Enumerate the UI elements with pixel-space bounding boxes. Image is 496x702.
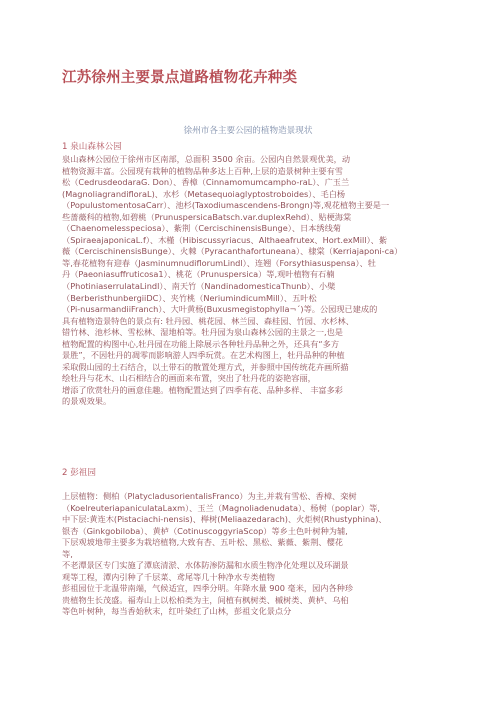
body-line: 增添了欣赏牡丹的画意佳趣。植物配置达到了四季有花、品种多样、 丰富多彩: [62, 384, 343, 395]
body-line: 彭祖园位于北温带南端，气候适宜，四季分明。年降水量 900 毫米，园内各种珍: [62, 583, 354, 594]
body-line: 景胜”，不因牡丹的凋零而影响游人四季玩赏。在艺术构图上，牡丹品种的种植: [62, 350, 345, 361]
body-line: （BerberisthunbergiiDC）、夹竹桃（NeriumindicumMill）、五叶松: [62, 292, 317, 303]
body-line: 丹（Paeoniasuffruticosa1）、桃花（Prunuspersica）等,观叶植物有石楠: [62, 269, 335, 280]
body-line: 的景观效果。: [62, 396, 112, 407]
section-body-pengzu: [62, 491, 436, 618]
document-subtitle: 徐州市各主要公园的植物造景现状: [183, 126, 313, 136]
body-line: 植物配置的构图中心,牡丹园在功能上除展示各种牡丹品种之外，还具有“多方: [62, 338, 340, 349]
body-line: 等,: [62, 548, 73, 559]
document-title: 江苏徐州主要景点道路植物花卉种类: [62, 70, 298, 86]
body-line: （PhotiniaserrulataLindl）、南天竹（NandinadomesticaThunb）、小檗: [62, 281, 336, 292]
body-line: （Chaenomelesspeciosa）、紫荆（CercischinensisBunge）、日本绣线菊: [62, 223, 341, 234]
body-line: 采取假山园的土石结合，以土带石的散置处理方式，并参照中国传统花卉画所描: [62, 361, 349, 372]
body-line: 下层观坡地带主要多为栽培植物,大致有杏、五叶松、黑松、紫薇、紫荆、樱花: [62, 537, 343, 548]
body-line: (MagnoliagrandifloraL)、水杉（Metasequoiaglyptostroboides）、毛白杨: [62, 188, 346, 199]
body-line: 些蔷薇科的植物,如碧桃（PrunuspersicaBatsch.var.duplexRehd）、贴梗海棠: [62, 211, 352, 222]
body-line: 等色叶树种，每当香始秋末，红叶染红了山林，彭祖文化景点分: [62, 606, 292, 617]
body-line: 银杏（Ginkgobiloba）、黄栌（CotinuscoggyriaScop）等乡土色叶树种为辅,: [62, 525, 348, 536]
body-line: 具有植物造景特色的景点有: 牡丹园、桃花园、林兰园、森桂园、竹园、水杉林、: [62, 315, 354, 326]
body-line: （Pi-nusarmandiiFranch）、大叶黄杨(Buxusmegistophylla¬´)等。公园现已建成的: [62, 304, 378, 315]
section-body-quanshan: [62, 154, 436, 408]
body-line: 观等工程，潭内引种了千层菜、鸢尾等几十种净水专类植物: [62, 571, 275, 582]
section-heading-quanshan: 1 泉山森林公园: [62, 142, 122, 152]
body-line: 错竹林、池杉林、雪松林、湿地柏等。牡丹园为泉山森林公园的主景之一,也是: [62, 327, 343, 338]
body-line: （KoelreuteriapaniculataLaxm）、玉兰（Magnoliadenudata）、杨树（poplar）等,: [62, 502, 380, 513]
body-line: 绘牡丹与花木、山石相结合的画面来布置，突出了牡丹花的姿艳容丽，: [62, 373, 316, 384]
section-heading-pengzu: 2 彭祖园: [62, 468, 96, 478]
body-line: 松（CedrusdeodaraG. Don）、香樟（Cinnamomumcampho-raL）、广玉兰: [62, 177, 350, 188]
body-line: 贵植物生长茂盛。福寿山上以松柏类为主，间植有枫树类、槭树类、黄栌、乌桕: [62, 594, 349, 605]
body-line: （PopulustomentosaCarr）、池杉(Taxodiumascendens-Brongn)等,观花植物主要是一: [62, 200, 390, 211]
body-line: 不老潭景区专门实施了潭底清淤、水体防渗防漏和水质生物净化处理以及环湖景: [62, 560, 349, 571]
body-line: 等,春花植物有迎春（JasminumnudiflorumLindl）、连翘（Forsythiasuspensa）、牡: [62, 257, 376, 268]
body-line: 上层植物：侧柏（PlatycladusorientalisFranco）为主,并栽有雪松、香樟、栾树: [62, 491, 357, 501]
body-line: 薇（CercischinensisBunge）、火棘（Pyracanthafortuneana）、棣棠（Kerriajaponi-ca）: [62, 246, 403, 257]
body-line: 泉山森林公园位于徐州市区南部，总面积 3500 余亩。公园内自然景观优美，动: [62, 154, 351, 164]
body-line: 中下层:黄连木(Pistaciachi-nensis)、榉树(Meliaazedarach)、火炬树(Rhustyphina)、: [62, 514, 387, 525]
body-line: （SpiraeajaponicaL.f）、木槿（Hibiscussyriacus、Althaeafrutex、Hort.exMill）、紫: [62, 234, 388, 245]
body-line: 植物资源丰富。公园现有栽种的植物品种多达上百种,上层的造景树种主要有雪: [62, 165, 343, 176]
